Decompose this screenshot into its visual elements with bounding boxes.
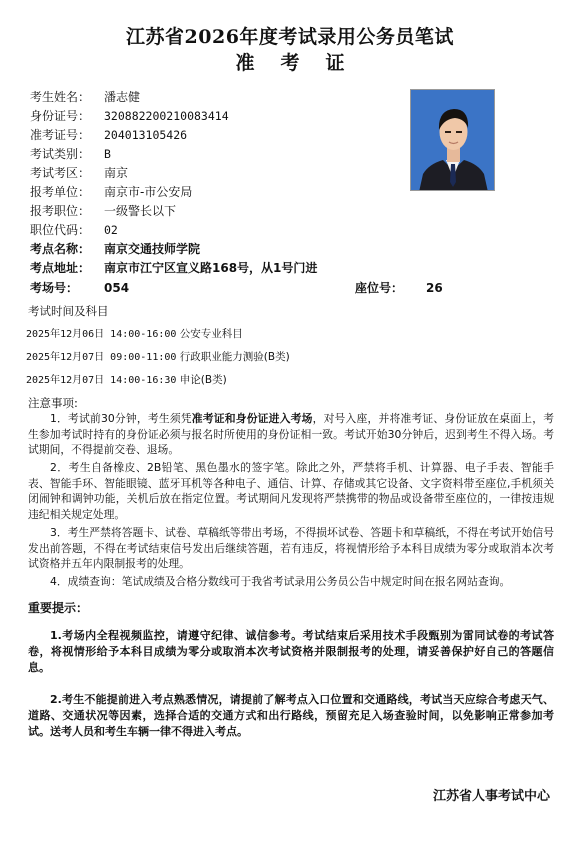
schedule-subject: 行政职业能力测验(B类): [179, 351, 290, 363]
id-label: 身份证号：: [30, 109, 91, 123]
id-row: [30, 107, 229, 125]
region-row: [30, 164, 128, 182]
unit-label: 报考单位：: [30, 185, 91, 199]
schedule-time: 2025年12月07日 09:00-11:00: [26, 352, 177, 363]
venue-row: [30, 240, 200, 258]
name-label: 考生姓名：: [30, 90, 91, 104]
code-row: [30, 221, 118, 239]
room-row: [30, 279, 129, 297]
position-row: [30, 202, 176, 220]
address-row: [30, 259, 317, 277]
region-value: 南京: [104, 166, 129, 180]
schedule-time: 2025年12月07日 14:00-16:30: [26, 375, 177, 386]
address-value: 南京市江宁区宣义路168号，从1号门进: [104, 261, 318, 275]
category-row: [30, 145, 111, 163]
schedule-subject: 申论(B类): [179, 374, 227, 386]
ticket-row: [30, 126, 187, 144]
schedule-subject: 公安专业科目: [179, 328, 243, 340]
note-1: [28, 411, 554, 458]
id-value: 320882200210083414: [104, 109, 229, 123]
venue-value: 南京交通技师学院: [104, 242, 201, 256]
unit-value: 南京市-市公安局: [104, 185, 193, 199]
note-1-text-c: ，对号入座，并将准考证、身份证放在桌面上，考生参加考试时持有的身份证必须与报名时所使用的身份证相一致。考试开始30分钟后，迟到考生不得入场。考试期间，不得提前交卷、退场。: [28, 412, 555, 457]
note-2: 2．考生自备橡皮、2B铅笔、黑色墨水的签字笔。除此之外，严禁将手机、计算器、电子手表、智能手表、智能手环、智能眼镜、蓝牙耳机等各种电子、通信、计算、存储或其它设备、文字资料带至座位,手机须关闭闹钟和调钟功能，关机后放在指定位置。考试期间凡发现将严禁携带的物品或设备带至座位的，一律按违规违纪相关规定处理。: [28, 461, 554, 521]
category-label: 考试类别：: [30, 147, 91, 161]
code-value: 02: [104, 223, 118, 237]
schedule-item: [26, 372, 227, 389]
schedule-item: [26, 349, 290, 366]
category-value: B: [104, 147, 111, 161]
ticket-label: 准考证号：: [30, 128, 91, 142]
room-value: 054: [104, 281, 130, 295]
portrait-image: [411, 90, 495, 191]
name-row: [30, 88, 140, 106]
important-1: 1.考场内全程视频监控，请遵守纪律、诚信参考。考试结束后采用技术手段甄别为雷同试卷的考试答卷，将视情形给予本科目成绩为零分或取消本次考试资格并限制报考的处理，请妥善保护好自己的答题信息。: [28, 629, 554, 674]
note-1-emphasis: 准考证和身份证进入考场: [191, 412, 313, 425]
region-label: 考试考区：: [30, 166, 91, 180]
schedule-title: 考试时间及科目: [28, 304, 109, 318]
code-label: 职位代码：: [30, 223, 91, 237]
ticket-value: 204013105426: [104, 128, 188, 142]
venue-label: 考点名称：: [30, 242, 91, 256]
seat-value: 26: [426, 281, 443, 295]
notes-title: 注意事项:: [28, 396, 78, 410]
unit-row: [30, 183, 192, 201]
schedule-time: 2025年12月06日 14:00-16:00: [26, 329, 177, 340]
important-title: 重要提示：: [28, 601, 89, 615]
document-subtitle: 准考证: [235, 52, 371, 74]
address-label: 考点地址：: [30, 261, 91, 275]
note-4: 4．成绩查询：笔试成绩及合格分数线可于我省考试录用公务员公告中规定时间在报名网站查询。: [50, 575, 511, 588]
issuing-organization: 江苏省人事考试中心: [432, 789, 550, 804]
important-2: 2.考生不能提前进入考点熟悉情况，请提前了解考点入口位置和交通路线，考试当天应综合考虑天气、道路、交通状况等因素，选择合适的交通方式和出行路线，预留充足入场查验时间，以免影响正常参加考试。送考人员和考生车辆一律不得进入考点。: [28, 693, 554, 738]
name-value: 潘志健: [104, 90, 141, 104]
note-1-text-a: 1．考试前30分钟，考生须凭: [50, 412, 192, 425]
candidate-photo: [410, 89, 495, 191]
position-value: 一级警长以下: [104, 204, 177, 218]
position-label: 报考职位：: [30, 204, 91, 218]
seat-label: 座位号：: [355, 281, 404, 295]
note-3: 3．考生严禁将答题卡、试卷、草稿纸等带出考场，不得损坏试卷、答题卡和草稿纸，不得在考试开始信号发出前答题，不得在考试结束信号发出后继续答题，若有违反，将视情形给予本科目成绩为零分或取消本次考试资格并五年内限制报考的处理。: [28, 526, 554, 571]
schedule-item: [26, 326, 243, 343]
room-label: 考场号：: [30, 281, 79, 295]
document-title: 江苏省2026年度考试录用公务员笔试: [126, 26, 454, 48]
